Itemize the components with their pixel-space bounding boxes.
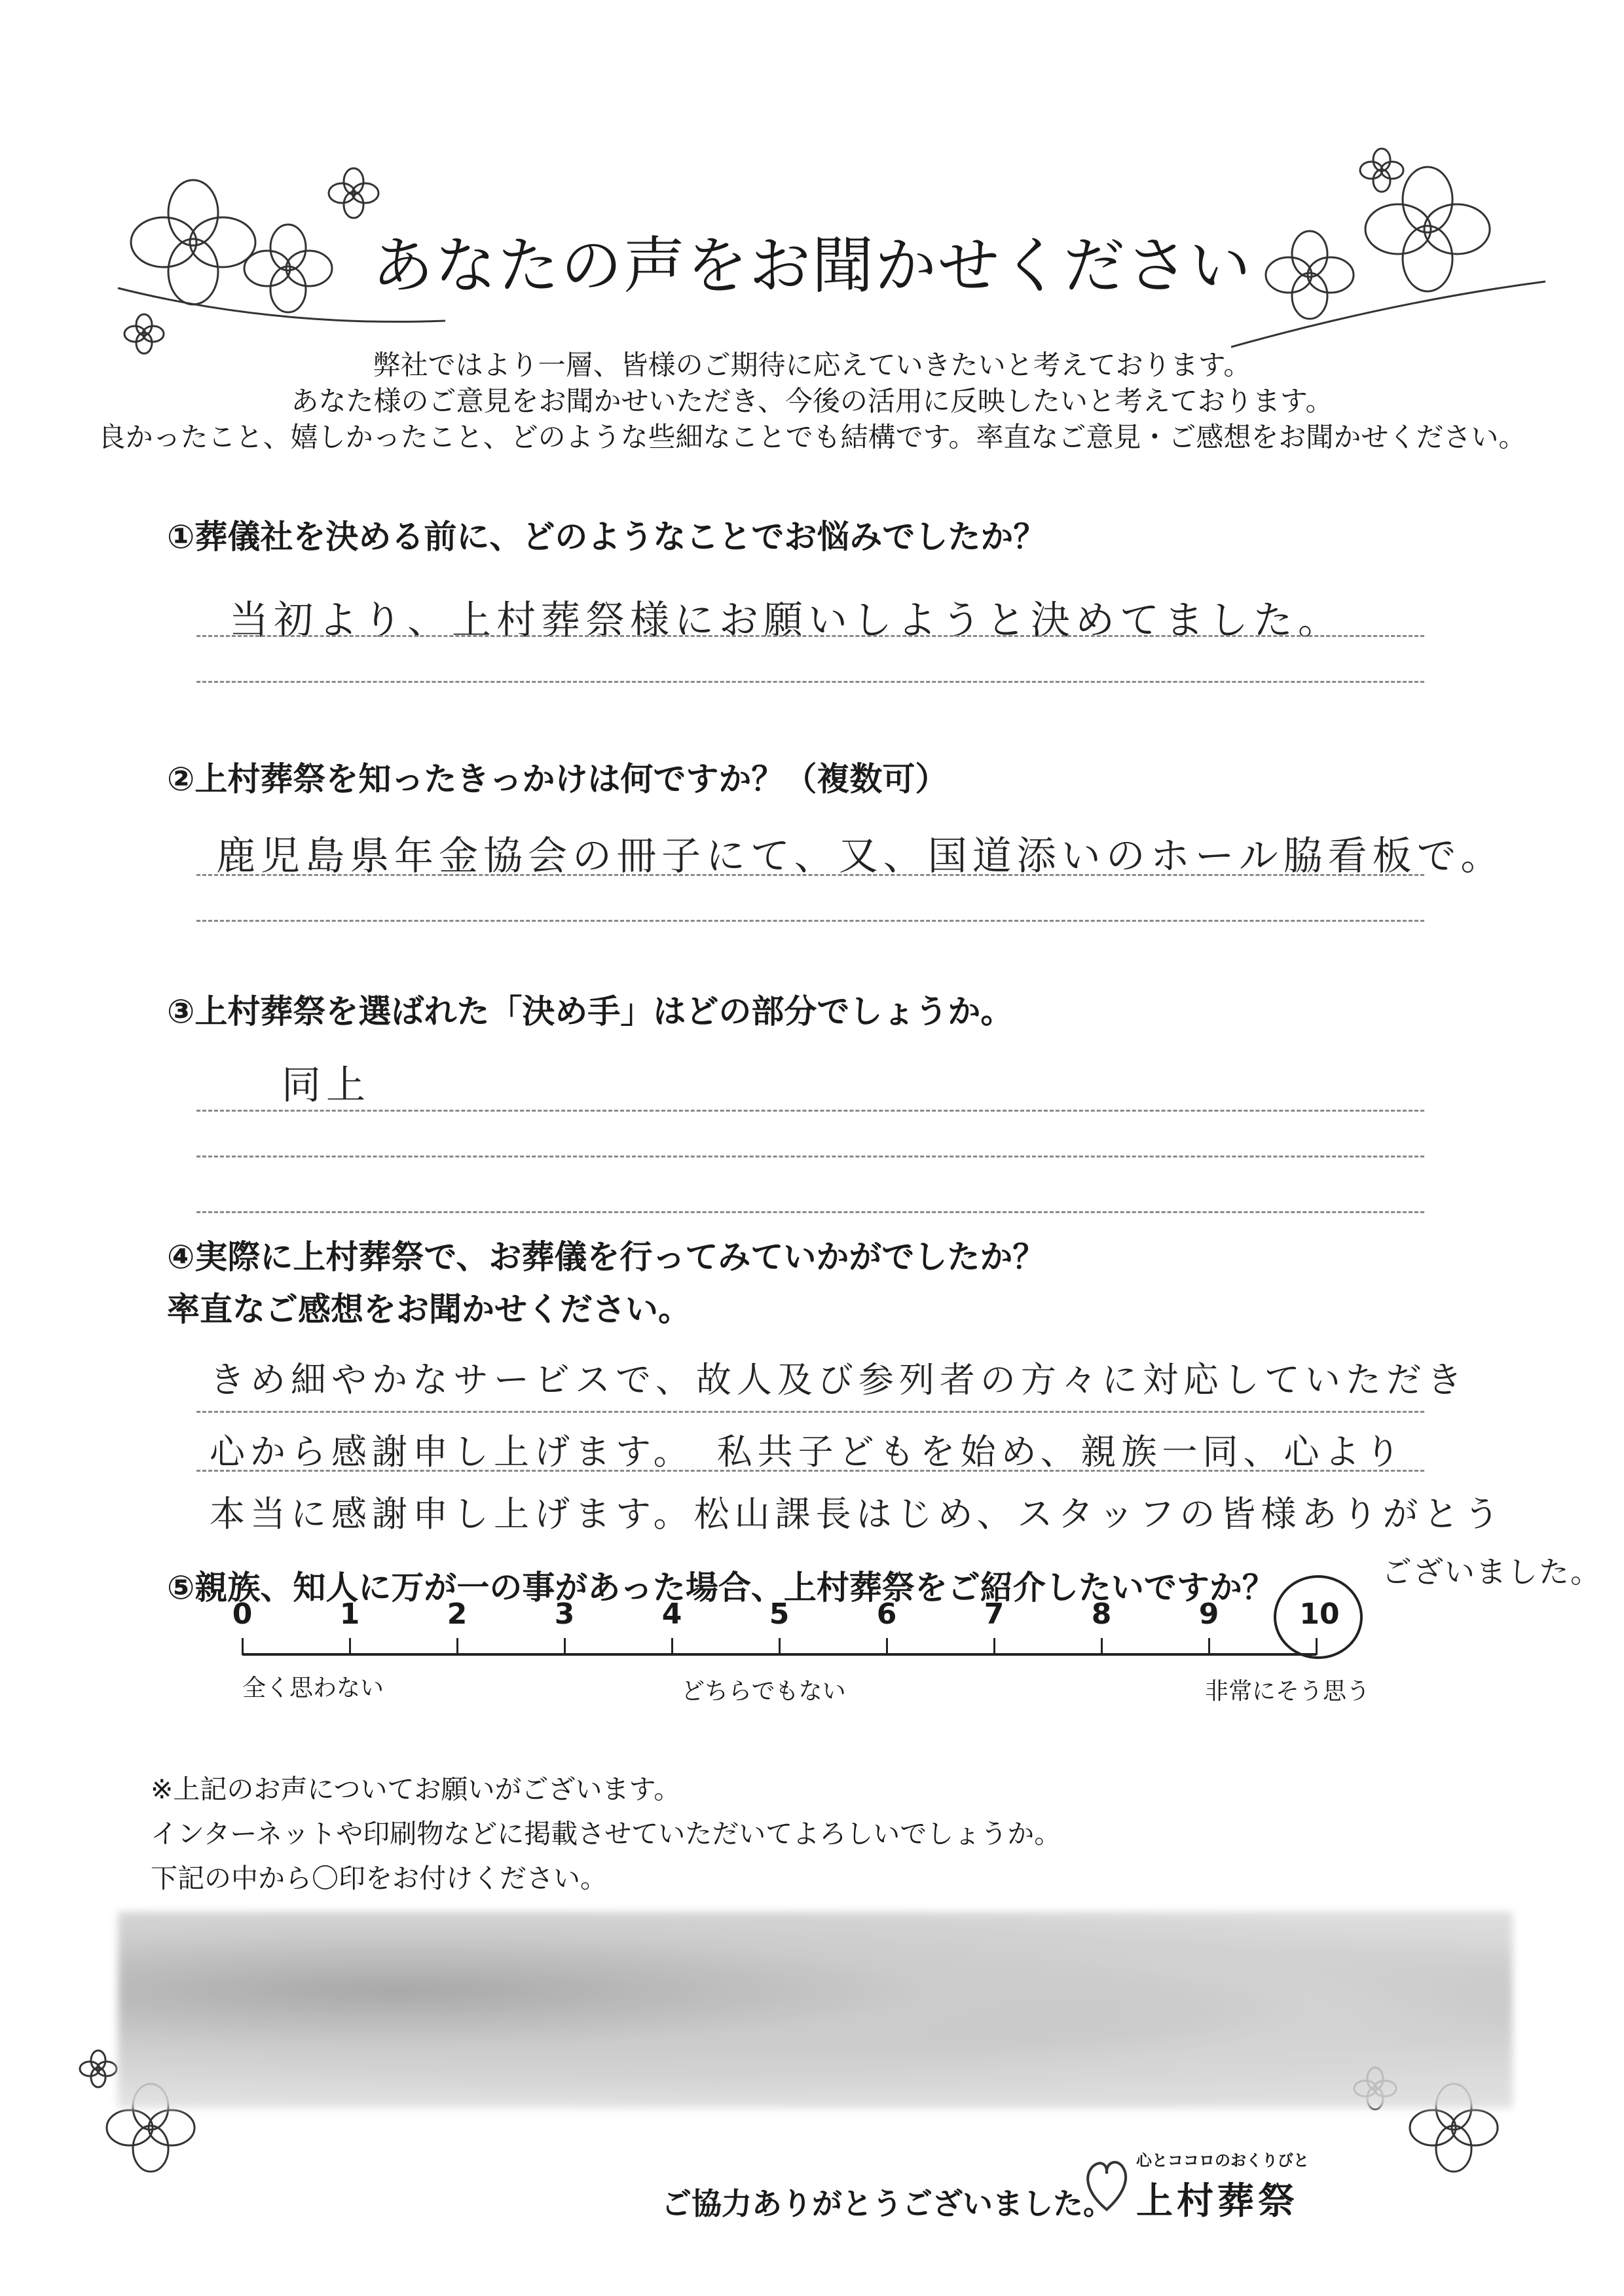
logo-tagline: 心とココロのおくりびと: [1136, 2151, 1309, 2170]
scale-number-6: 6: [876, 1597, 897, 1631]
scale-mid-label: どちらでもない: [681, 1678, 846, 1705]
question-3-label: ③上村葬祭を選ばれた「決め手」はどの部分でしょうか。: [167, 993, 1014, 1030]
question-3-answer: 同上: [282, 1063, 371, 1108]
scale-number-7: 7: [984, 1597, 1005, 1631]
scale-number-3: 3: [554, 1597, 575, 1631]
answer-line: [196, 1156, 1424, 1157]
answer-line: [196, 635, 1424, 637]
scale-tick: [993, 1638, 995, 1655]
question-4-answer-line-1: きめ細やかなサービスで、故人及び参列者の方々に対応していただき: [210, 1359, 1467, 1400]
answer-line: [196, 1110, 1424, 1112]
scale-tick: [671, 1638, 673, 1655]
question-5-label: ⑤親族、知人に万が一の事があった場合、上村葬祭をご紹介したいですか？: [167, 1569, 1275, 1607]
selected-circle-mark: [1267, 1571, 1372, 1663]
note-line-1: ※上記のお声についてお願いがございます。: [151, 1774, 681, 1805]
scale-tick: [564, 1638, 566, 1655]
scale-tick: [779, 1638, 781, 1655]
question-4-label-2: 率直なご感想をお聞かせください。: [167, 1290, 691, 1328]
answer-line: [196, 1211, 1424, 1213]
scale-tick: [1208, 1638, 1210, 1655]
scale-tick: [456, 1638, 458, 1655]
scale-number-2: 2: [447, 1597, 468, 1631]
question-4-answer-overflow: ございました。: [1382, 1554, 1602, 1590]
footer-thanks: ご協力ありがとうございました。: [661, 2186, 1113, 2221]
scale-number-9: 9: [1198, 1597, 1219, 1631]
question-2-answer: 鹿児島県年金協会の冊子にて、又、国道添いのホール脇看板で。: [216, 833, 1505, 879]
scale-left-label: 全く思わない: [242, 1675, 384, 1702]
scale-number-1: 1: [339, 1597, 360, 1631]
question-1-answer: 当初より、上村葬祭様にお願いしようと決めてました。: [229, 598, 1342, 644]
heart-logo-icon: [1080, 2147, 1133, 2219]
scale-tick: [242, 1638, 244, 1655]
answer-line: [196, 1470, 1424, 1472]
intro-line-2: あなた様のご意見をお聞かせいただき、今後の活用に反映したいと考えております。: [291, 385, 1333, 417]
rating-scale: [223, 1597, 1371, 1728]
question-1-label: ①葬儀社を決める前に、どのようなことでお悩みでしたか？: [167, 518, 1046, 556]
answer-line: [196, 681, 1424, 683]
redacted-area: [118, 1912, 1513, 2108]
question-4-answer-line-2: 心から感謝申し上げます。 私共子どもを始め、親族一同、心より: [210, 1431, 1406, 1472]
answer-line: [196, 874, 1424, 876]
page-title: あなたの声をお聞かせください: [371, 230, 1252, 302]
intro-line-3: 良かったこと、嬉しかったこと、どのような些細なことでも結構です。率直なご意見・ご感想をお聞かせください。: [98, 421, 1526, 453]
note-line-3: 下記の中から〇印をお付けください。: [151, 1863, 607, 1894]
note-line-2: インターネットや印刷物などに掲載させていただいてよろしいでしょうか。: [151, 1818, 1061, 1850]
logo-company-name: 上村葬祭: [1136, 2180, 1299, 2223]
answer-line: [196, 920, 1424, 922]
scale-number-8: 8: [1091, 1597, 1112, 1631]
question-2-label: ②上村葬祭を知ったきっかけは何ですか？（複数可）: [167, 760, 948, 798]
intro-line-1: 弊社ではより一層、皆様のご期待に応えていきたいと考えております。: [373, 349, 1251, 381]
scale-tick: [349, 1638, 351, 1655]
scale-right-label: 非常にそう思う: [1205, 1678, 1371, 1705]
scale-number-4: 4: [661, 1597, 682, 1631]
answer-line: [196, 1411, 1424, 1413]
scale-tick: [1101, 1638, 1103, 1655]
scale-number-0: 0: [232, 1597, 253, 1631]
scale-tick: [886, 1638, 888, 1655]
question-4-label: ④実際に上村葬祭で、お葬儀を行ってみていかがでしたか？: [167, 1238, 1046, 1276]
scale-number-10: 10: [1299, 1597, 1340, 1631]
question-4-answer-line-3: 本当に感謝申し上げます。松山課長はじめ、スタッフの皆様ありがとう: [210, 1493, 1505, 1535]
scale-number-5: 5: [769, 1597, 790, 1631]
